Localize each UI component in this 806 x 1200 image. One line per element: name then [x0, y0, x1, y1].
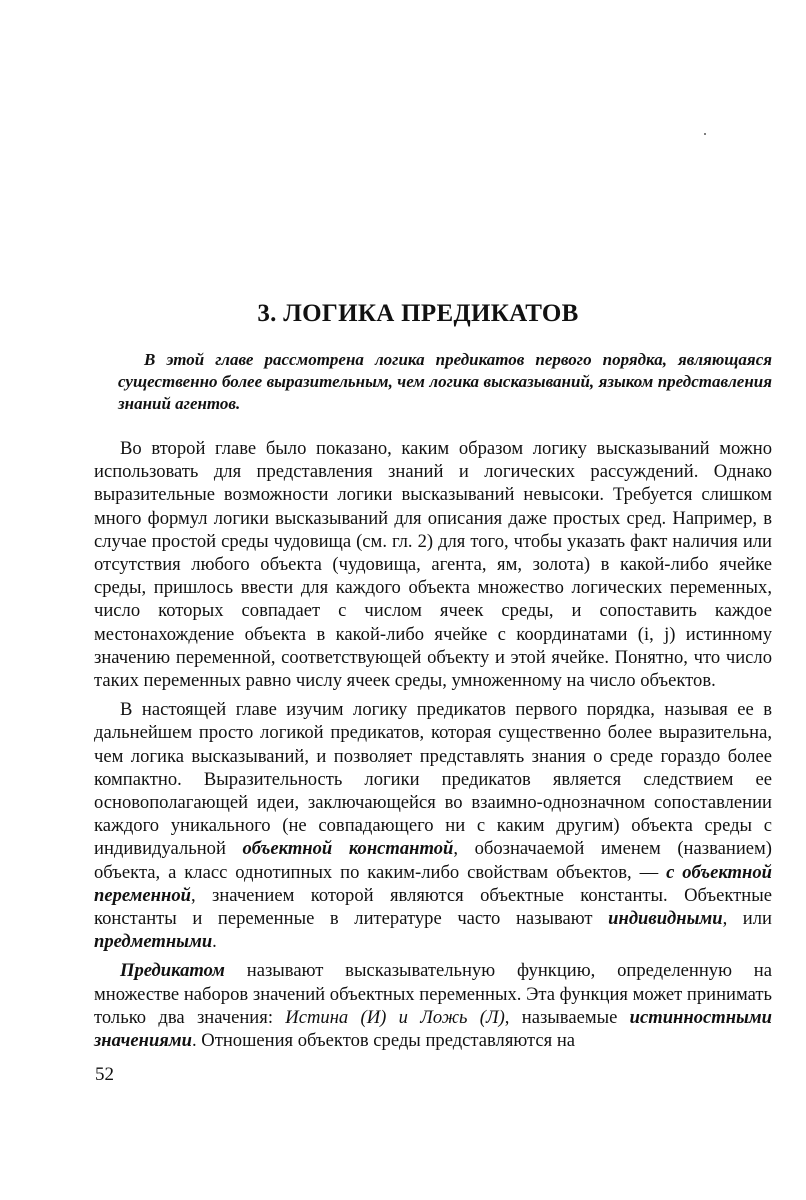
- paragraph-3: [94, 959, 772, 1052]
- paragraph-1: Во второй главе было показано, каким образом логику высказываний можно использовать для представления знаний и логических рассуждений. Однако выразительные возможности логики высказываний невысоки. Требуется слишком много формул логики высказываний для описания даже простых сред. Например, в случае простой среды чудовища (см. гл. 2) для того, чтобы указать факт наличия или отсутствия любого объекта (чудовища, агента, ям, золота) в какой-либо ячейке среды, пришлось ввести для каждого объекта множество логических переменных, число которых совпадает с числом ячеек среды, и сопоставить каждое местонахождение объекта в какой-либо ячейке с координатами (i, j) истинному значению переменной, соответствующей объекту и этой ячейке. Понятно, что число таких переменных равно числу ячеек среды, умноженному на число объектов.: [94, 438, 772, 692]
- paragraph-2-text: .: [212, 931, 217, 953]
- term-subject: предметными: [94, 931, 213, 953]
- paragraph-3-text: называют высказывательную функцию, определенную на множестве наборов значений объектных переменных. Эта функция может принимать только два значения:: [94, 960, 772, 1028]
- paragraph-2-text: , обозначаемой именем (названием) объекта, а класс однотипных по каким-либо свойствам объектов, —: [94, 838, 772, 883]
- scan-speck: [704, 133, 706, 135]
- term-predicate: Предикатом: [120, 960, 225, 982]
- term-object-constant: объектной константой: [242, 838, 454, 860]
- paragraph-2-text: , значением которой являются объектные константы. Объектные константы и переменные в литературе часто называют: [94, 884, 772, 930]
- term-object-variable: с объектной переменной: [94, 861, 772, 906]
- value-true: Истина (И): [285, 1006, 387, 1028]
- term-truth-values: истинностными значениями: [94, 1006, 773, 1052]
- paragraph-2-text: , или: [722, 908, 772, 930]
- paragraph-2: [94, 698, 772, 953]
- conjunction: и: [386, 1006, 421, 1028]
- body-text: [94, 437, 772, 1058]
- term-individual: индивидными: [608, 908, 723, 930]
- paragraph-3-text: . Отношения объектов среды представляются на: [191, 1030, 576, 1052]
- paragraph-3-text: , называемые: [504, 1006, 630, 1028]
- value-false: Ложь (Л): [420, 1006, 505, 1028]
- page-number: 52: [95, 1064, 114, 1085]
- chapter-abstract: В этой главе рассмотрена логика предикатов первого порядка, являющаяся существенно более выразительным, чем логика высказываний, языком представления знаний агентов.: [118, 350, 772, 413]
- chapter-title: 3. ЛОГИКА ПРЕДИКАТОВ: [257, 300, 579, 327]
- paragraph-2-text: В настоящей главе изучим логику предикатов первого порядка, называя ее в дальнейшем просто логикой предикатов, которая существенно более выразительна, чем логика высказываний, и позволяет представлять знания о среде гораздо более компактно. Выразительность логики предикатов является следствием ее основополагающей идеи, заключающейся во взаимно-однозначном сопоставлении каждого уникального (не совпадающего ни с каким другим) объекта среды с индивидуальной: [94, 699, 772, 860]
